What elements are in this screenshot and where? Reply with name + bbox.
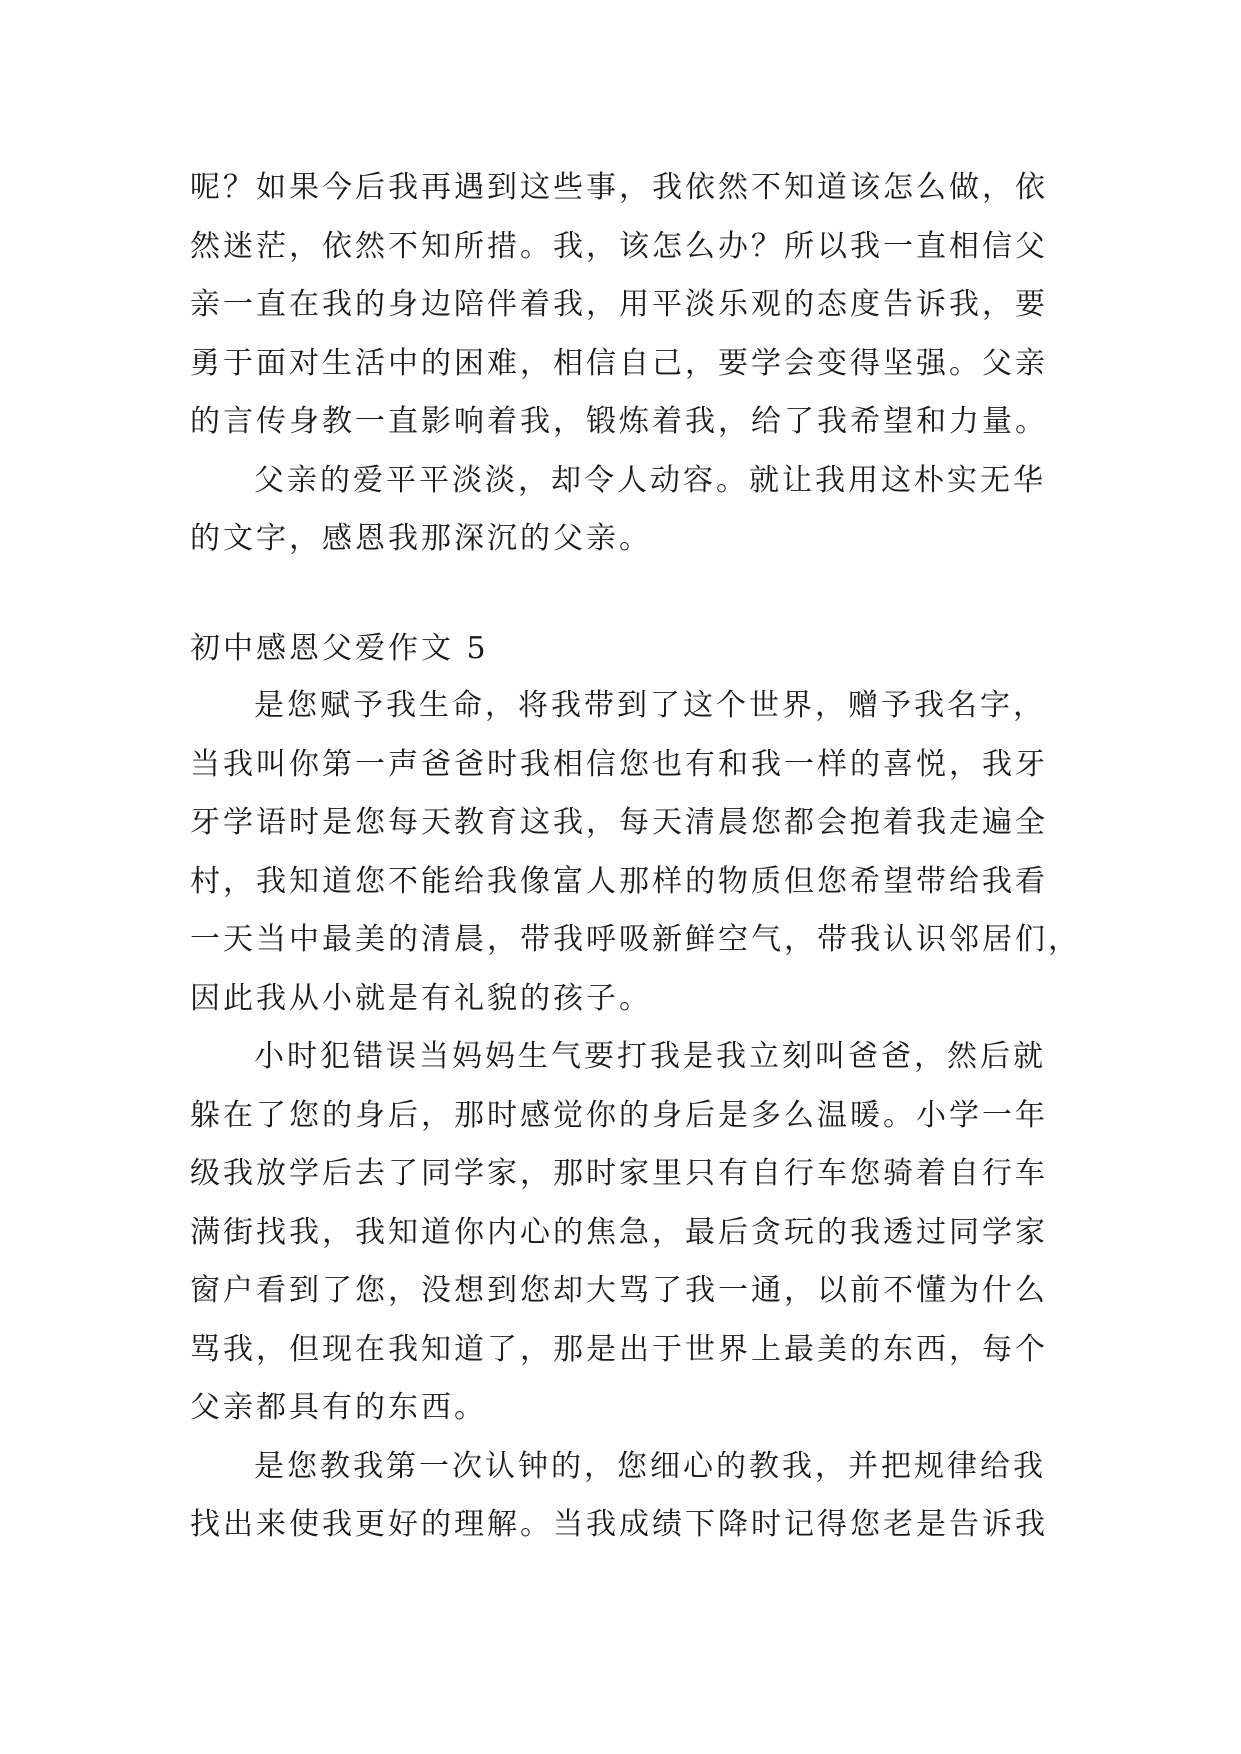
text-line: 的言传身教一直影响着我，锻炼着我，给了我希望和力量。 bbox=[190, 404, 1048, 439]
text-line: 亲一直在我的身边陪伴着我，用平淡乐观的态度告诉我，要 bbox=[190, 287, 1048, 322]
text-line: 因此我从小就是有礼貌的孩子。 bbox=[190, 980, 652, 1016]
text-line: 的文字，感恩我那深沉的父亲。 bbox=[190, 521, 652, 556]
text-line: 一天当中最美的清晨，带我呼吸新鲜空气，带我认识邻居们， bbox=[190, 922, 1081, 957]
text-line: 满街找我，我知道你内心的焦急，最后贪玩的我透过同学家 bbox=[190, 1214, 1048, 1250]
text-line: 是您赋予我生命，将我带到了这个世界，赠予我名字， bbox=[254, 688, 1046, 723]
previous-essay-ending bbox=[190, 159, 1070, 569]
text-line: 骂我，但现在我知道了，那是出于世界上最美的东西，每个 bbox=[190, 1331, 1048, 1367]
text-line: 躲在了您的身后，那时感觉你的身后是多么温暖。小学一年 bbox=[190, 1097, 1048, 1133]
text-line: 牙学语时是您每天教育这我，每天清晨您都会抱着我走遍全 bbox=[190, 805, 1048, 840]
text-line: 呢？如果今后我再遇到这些事，我依然不知道该怎么做，依 bbox=[190, 170, 1048, 205]
text-line: 找出来使我更好的理解。当我成绩下降时记得您老是告诉我 bbox=[190, 1507, 1048, 1542]
text-line: 父亲的爱平平淡淡，却令人动容。就让我用这朴实无华 bbox=[254, 462, 1046, 498]
text-line: 村，我知道您不能给我像富人那样的物质但您希望带给我看 bbox=[190, 863, 1048, 899]
essay-heading-block bbox=[190, 620, 1070, 679]
essay-title: 初中感恩父爱作文 5 bbox=[190, 631, 489, 666]
text-line: 小时犯错误当妈妈生气要打我是我立刻叫爸爸，然后就 bbox=[254, 1039, 1046, 1074]
text-line: 当我叫你第一声爸爸时我相信您也有和我一样的喜悦，我牙 bbox=[190, 746, 1048, 782]
text-line: 然迷茫，依然不知所措。我，该怎么办？所以我一直相信父 bbox=[190, 228, 1048, 264]
text-line: 是您教我第一次认钟的，您细心的教我，并把规律给我 bbox=[254, 1448, 1046, 1484]
text-line: 窗户看到了您，没想到您却大骂了我一通，以前不懂为什么 bbox=[190, 1273, 1048, 1308]
text-line: 勇于面对生活中的困难，相信自己，要学会变得坚强。父亲 bbox=[190, 345, 1048, 381]
essay-body bbox=[190, 677, 1081, 1555]
text-line: 父亲都具有的东西。 bbox=[190, 1390, 487, 1425]
text-line: 级我放学后去了同学家，那时家里只有自行车您骑着自行车 bbox=[190, 1156, 1048, 1191]
